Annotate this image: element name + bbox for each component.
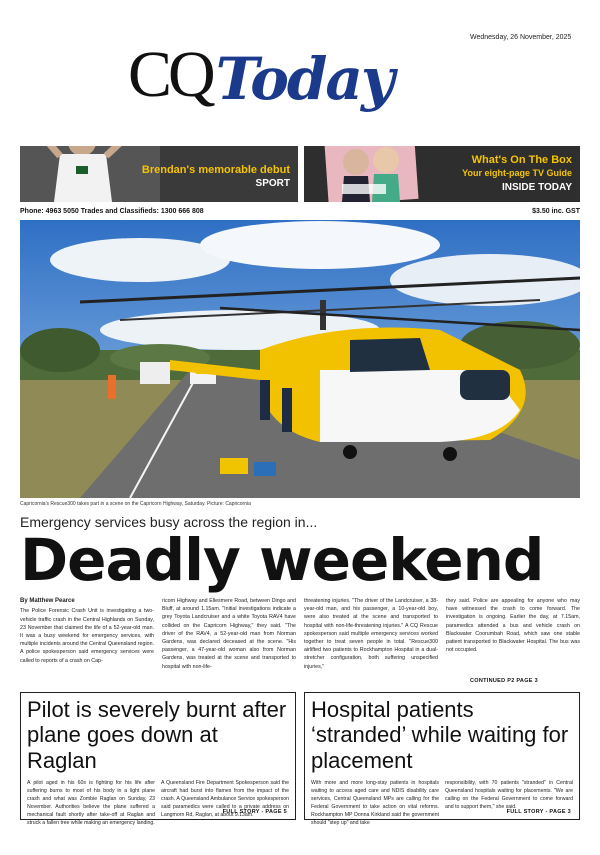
tv-guide-title: What's On The Box bbox=[471, 154, 572, 166]
tv-guide-section: INSIDE TODAY bbox=[501, 182, 572, 193]
lead-column-2-text: ricorn Highway and Ellesmere Road, between Dingo and Bluff, at around 1.15am. "Initial investigations indicate a grey Toyota Landcruiser and a white Toyota RAV4 have collided on the Capricorn Highway," they said. "The driver of the RAV4, a 52-year-old man from Norman Gardens, was declared deceased at the scene. "His passenger, a 47-year-old woman also from Norman Gardens, was treated at the scene and transported to hospital with non-life- bbox=[162, 598, 296, 670]
pilot-story-body bbox=[27, 779, 289, 827]
tv-guide-promo[interactable] bbox=[304, 146, 580, 202]
lead-column-3-text: threatening injuries. "The driver of the Landcruiser, a 38-year-old man, and his passenger, a 10-year-old boy, were also treated at the scene and transported to hospital with non-life-threatening injuries." A CQ Rescue spokesperson said multiple emergency services worked together to treat seven people in total. "Rescue300 airlifted two patients to Rockhampton Hospital in a dual-stretcher configuration, both suffering unspecified injuries," bbox=[304, 598, 438, 670]
lead-column-1 bbox=[20, 597, 154, 672]
lead-headline[interactable]: Deadly weekend bbox=[20, 526, 544, 594]
masthead-logo[interactable] bbox=[128, 28, 393, 113]
pilot-story-headline[interactable]: Pilot is severely burnt after plane goes down at Raglan bbox=[27, 697, 287, 773]
hospital-story-col-2: responsibility, with 70 patients "stranded" in Central Queensland hospitals waiting for placements. "We are calling on the Federal Government to come forward and to support them," she said. bbox=[445, 779, 573, 811]
contact-numbers: Phone: 4963 5050 Trades and Classifieds: 1300 666 808 bbox=[20, 208, 204, 215]
tv-guide-subtitle: Your eight-page TV Guide bbox=[462, 168, 572, 178]
sport-promo[interactable] bbox=[20, 146, 298, 202]
issue-date: Wednesday, 26 November, 2025 bbox=[470, 34, 572, 41]
lead-column-4-text: they said. Police are appealing for anyone who may have witnessed the crash to come forward. The investigation is ongoing. Earlier the day, at 7.15am, paramedics attended a bus and vehicle crash on Blackwater Coorumbah Road, which saw one stable patient transported to Blackwater Hospital. The bus was not occupied. bbox=[446, 598, 580, 654]
byline: By Matthew Pearce bbox=[20, 598, 75, 604]
pilot-story-box[interactable] bbox=[20, 692, 296, 827]
lead-column-4 bbox=[446, 597, 580, 672]
hospital-full-story-link[interactable]: FULL STORY - PAGE 3 bbox=[506, 809, 571, 815]
photo-caption: Capricornia's Rescue300 takes part in a scene on the Capricorn Highway, Saturday. Picture: Capricornia bbox=[20, 501, 251, 507]
continued-link[interactable]: CONTINUED P2 PAGE 3 bbox=[470, 678, 538, 684]
rescue-helicopter-image bbox=[20, 220, 580, 498]
logo-today: Today bbox=[215, 45, 393, 113]
pilot-story-col-2: A Queensland Fire Department Spokesperson said the aircraft had burst into flames from the impact of the crash. A Queensland Ambulance Service spokesperson said paramedics were called to a private address on Langmorn Rd, Raglan, at about 9.13am. bbox=[161, 779, 289, 819]
lead-kicker: Emergency services busy across the region in... bbox=[20, 514, 318, 530]
hospital-story-headline[interactable]: Hospital patients ‘stranded’ while waiting for placement bbox=[311, 697, 569, 773]
sport-promo-title: Brendan's memorable debut bbox=[141, 164, 290, 176]
lead-column-3 bbox=[304, 597, 438, 672]
pilot-story-col-1: A pilot aged in his 60s is fighting for his life after suffering burns to most of his body in a light plane crash and what was Zombie Raglan on Sunday, 23 November. Authorities believe the plane suffered a mechanical fault shortly after take-off at Raglan and struck a fallen tree while making an emergency landing. bbox=[27, 779, 155, 827]
info-bar bbox=[20, 208, 580, 215]
lead-column-2 bbox=[162, 597, 296, 672]
hospital-story-col-1: With more and more long-stay patients in hospitals waiting to access aged care and NDIS disability care services, Central Queensland MPs are calling for the Federal Government to take action on vital reforms. Rockhampton MP Donna Kirkland said the government should "step up" and take bbox=[311, 779, 439, 827]
hospital-story-body bbox=[311, 779, 573, 827]
lead-photo[interactable] bbox=[20, 220, 580, 498]
hospital-story-box[interactable] bbox=[304, 692, 580, 827]
pilot-full-story-link[interactable]: FULL STORY - PAGE 5 bbox=[222, 809, 287, 815]
cover-price: $3.50 inc. GST bbox=[532, 208, 580, 215]
lead-column-1-text: The Police Forensic Crash Unit is investigating a two-vehicle traffic crash in the Central Highlands on Sunday, 23 November that claimed the life of a 52-year-old man. It was a busy weekend for emergency services, with multiple incidents around the Central Queensland region. A police spokesperson said emergency services were called to reports of a crash on Cap- bbox=[20, 608, 154, 664]
lead-story-body bbox=[20, 597, 580, 672]
sport-promo-section: SPORT bbox=[255, 178, 290, 189]
logo-cq: CQ bbox=[128, 38, 212, 111]
